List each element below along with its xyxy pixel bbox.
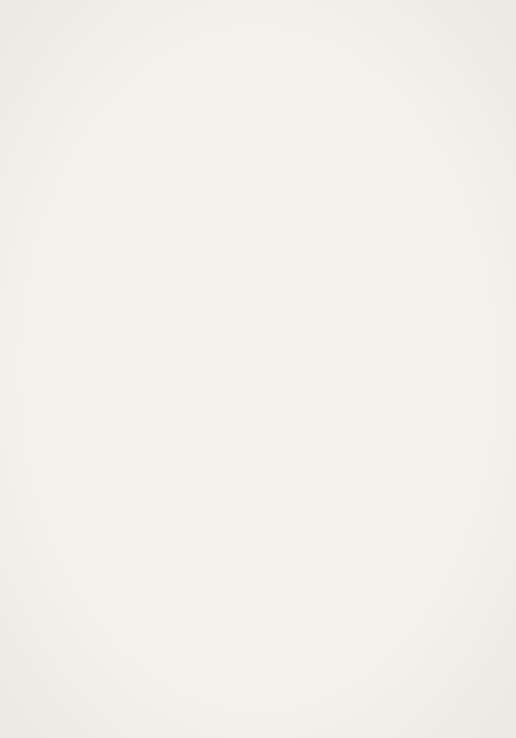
lower-text-section <box>26 362 502 710</box>
upper-text-section <box>30 20 502 348</box>
